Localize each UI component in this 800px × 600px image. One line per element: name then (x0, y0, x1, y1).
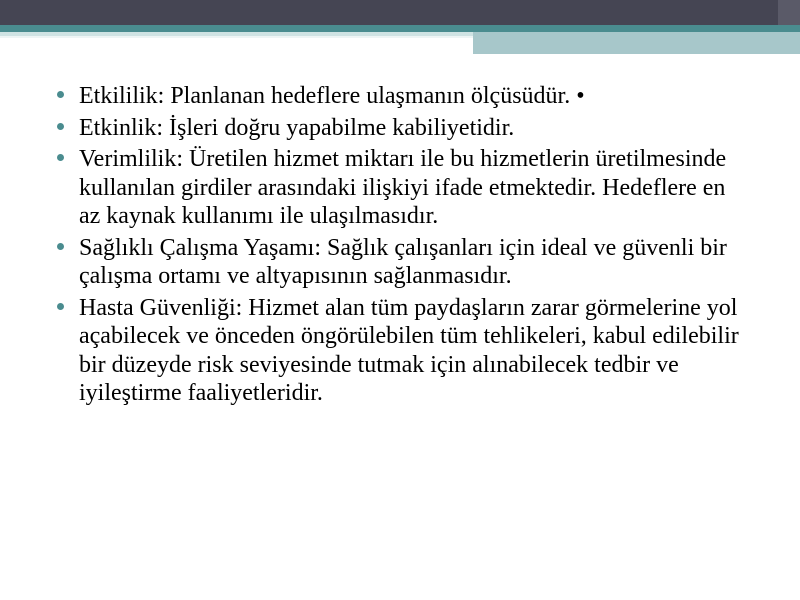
bullet-dot-icon (57, 243, 64, 250)
bullet-item-hasta-guvenligi (0, 294, 800, 408)
bullet-item-saglikli-calisma (0, 234, 800, 291)
header-accent-block (473, 32, 800, 54)
bullet-text: Hasta Güvenliği: Hizmet alan tüm paydaşların zarar görmelerine yol açabilecek ve önceden öngörülebilen tüm tehlikeleri, kabul edilebilir bir düzeyde risk seviyesinde tutmak için alınabilecek tedbir ve iyileştirme faaliyetleridir. (79, 294, 739, 406)
bullet-text: Etkililik: Planlanan hedeflere ulaşmanın ölçüsüdür. • (79, 83, 585, 109)
bullet-dot-icon (57, 91, 64, 98)
bullet-text: Verimlilik: Üretilen hizmet miktarı ile bu hizmetlerin üretilmesinde kullanılan girdiler arasındaki ilişkiyi ifade etmektedir. Hedeflere en az kaynak kullanımı ile ulaşılmasıdır. (79, 146, 727, 229)
header-band-dark (0, 0, 800, 25)
header-band-teal (0, 25, 800, 32)
bullet-dot-icon (57, 303, 64, 310)
bullet-text: Etkinlik: İşleri doğru yapabilme kabiliyetidir. (79, 114, 515, 141)
bullet-dot-icon (57, 154, 64, 161)
slide-content (0, 82, 800, 582)
header-corner-shade (778, 0, 800, 25)
bullet-list (0, 82, 800, 408)
bullet-item-etkinlik (0, 114, 800, 143)
header-band-highlight (0, 36, 473, 38)
bullet-item-etkililik (0, 82, 800, 111)
bullet-item-verimlilik (0, 145, 800, 231)
bullet-text: Sağlıklı Çalışma Yaşamı: Sağlık çalışanları için ideal ve güvenli bir çalışma ortamı ve altyapısının sağlanmasıdır. (79, 234, 727, 289)
bullet-dot-icon (57, 123, 64, 130)
